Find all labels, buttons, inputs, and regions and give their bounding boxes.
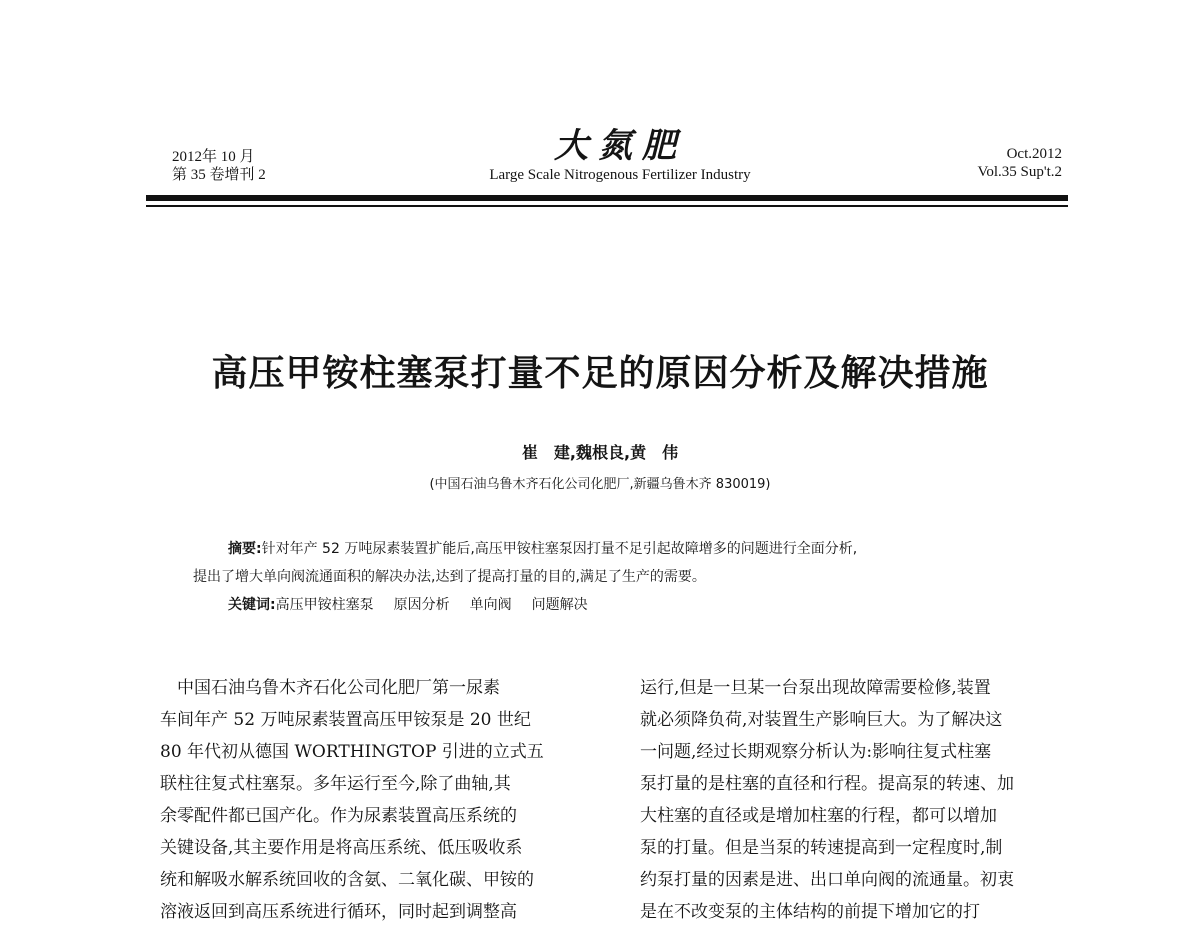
body-line: 就必须降负荷,对装置生产影响巨大。为了解决这 [640, 710, 1003, 730]
journal-logo: 大氮肥 [554, 126, 686, 166]
body-line: 是在不改变泵的主体结构的前提下增加它的打 [640, 902, 980, 922]
keyword: 原因分析 [393, 597, 450, 613]
body-column-left [160, 672, 600, 928]
body-line: 一问题,经过长期观察分析认为:影响往复式柱塞 [640, 742, 992, 762]
body-line: 泵打量的是柱塞的直径和行程。提高泵的转速、加 [640, 774, 1014, 794]
body-line: 溶液返回到高压系统进行循环，同时起到调整高 [160, 902, 517, 922]
abstract-line-2: 提出了增大单向阀流通面积的解决办法,达到了提高打量的目的,满足了生产的需要。 [193, 569, 706, 585]
body-line: 车间年产 52 万吨尿素装置高压甲铵泵是 20 世纪 [160, 710, 531, 730]
body-line: 运行,但是一旦某一台泵出现故障需要检修,装置 [640, 678, 991, 698]
header-right [977, 145, 1062, 181]
header-left [172, 148, 266, 184]
keyword: 问题解决 [531, 597, 588, 613]
body-line: 关键设备,其主要作用是将高压系统、低压吸收系 [160, 838, 523, 858]
article-title: 高压甲铵柱塞泵打量不足的原因分析及解决措施 [211, 353, 989, 394]
issue-volume-cn: 第 35 卷增刊 2 [172, 167, 266, 183]
header-rule-thick [146, 195, 1068, 201]
abstract [193, 535, 1053, 591]
body-line: 中国石油乌鲁木齐石化公司化肥厂第一尿素 [160, 678, 500, 698]
keywords-label: 关键词: [228, 597, 276, 613]
header-center [400, 128, 840, 184]
header-rule-thin [146, 205, 1068, 207]
abstract-line-1 [193, 535, 1053, 563]
body-line: 约泵打量的因素是进、出口单向阀的流通量。初衷 [640, 870, 1014, 890]
article-authors: 崔 建,魏根良,黄 伟 [521, 443, 679, 462]
journal-name-en: Large Scale Nitrogenous Fertilizer Industry [489, 167, 751, 183]
body-line: 80 年代初从德国 WORTHINGTOP 引进的立式五 [160, 742, 544, 762]
issue-date-cn: 2012年 10 月 [172, 149, 255, 165]
keyword: 单向阀 [469, 597, 512, 613]
abstract-text-1: 针对年产 52 万吨尿素装置扩能后,高压甲铵柱塞泵因打量不足引起故障增多的问题进行全面分析, [261, 541, 858, 557]
issue-volume-en: Vol.35 Sup't.2 [977, 164, 1062, 180]
issue-date-en: Oct.2012 [1006, 146, 1062, 162]
keyword: 高压甲铵柱塞泵 [275, 597, 374, 613]
body-line: 泵的打量。但是当泵的转速提高到一定程度时,制 [640, 838, 1003, 858]
keywords [228, 591, 1058, 619]
body-line: 余零配件都已国产化。作为尿素装置高压系统的 [160, 806, 517, 826]
body-line: 联柱往复式柱塞泵。多年运行至今,除了曲轴,其 [160, 774, 511, 794]
article-affiliation: (中国石油乌鲁木齐石化公司化肥厂,新疆乌鲁木齐 830019) [429, 477, 771, 492]
body-column-right [640, 672, 1080, 928]
body-line: 大柱塞的直径或是增加柱塞的行程，都可以增加 [640, 806, 997, 826]
abstract-label: 摘要: [228, 541, 262, 557]
body-line: 统和解吸水解系统回收的含氨、二氧化碳、甲铵的 [160, 870, 534, 890]
